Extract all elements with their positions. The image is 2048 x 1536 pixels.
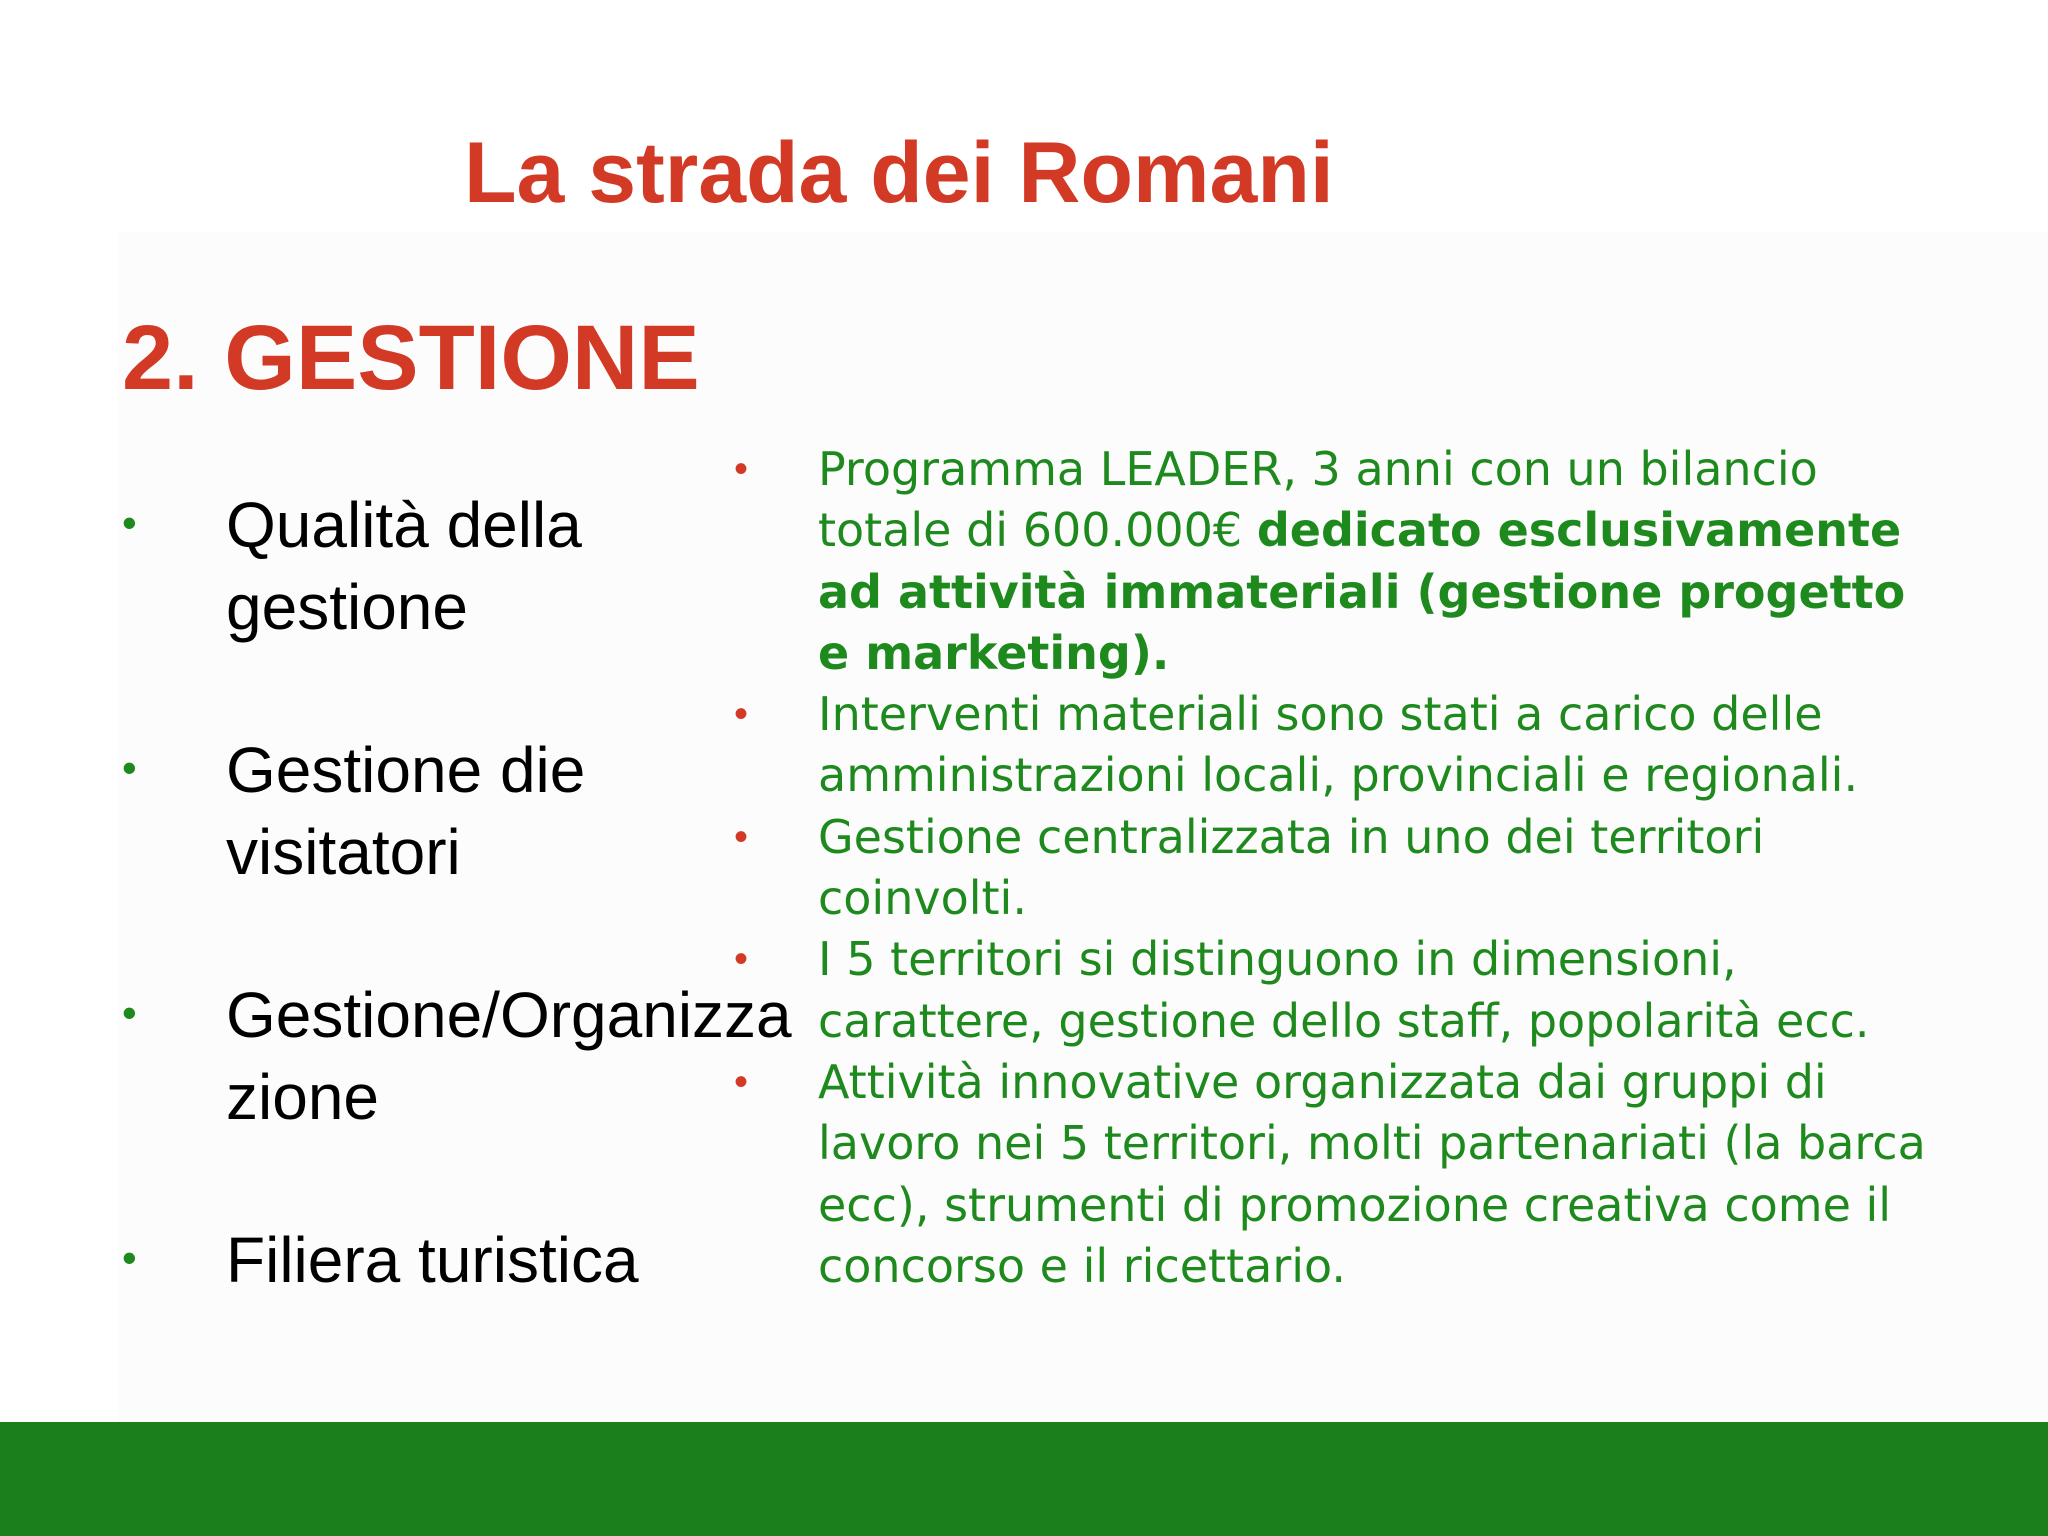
right-item-line	[818, 500, 2014, 561]
left-item-line: zione	[226, 1061, 379, 1133]
section-heading: 2. GESTIONE	[122, 307, 700, 409]
right-list-item	[734, 439, 2014, 684]
left-list-item-text	[226, 974, 792, 1138]
bullet-icon: •	[734, 814, 749, 859]
right-list-item	[734, 1052, 2014, 1297]
right-list-item	[734, 929, 2014, 1052]
left-item-line: Gestione die	[226, 734, 586, 806]
bullet-icon: •	[734, 447, 749, 491]
right-list-item	[734, 807, 2014, 930]
bullet-icon: •	[122, 1234, 137, 1281]
right-item-line	[818, 623, 2014, 684]
right-item-line: coinvolti.	[818, 871, 1027, 926]
right-item-line: carattere, gestione dello staff, popolarità ecc.	[818, 993, 1870, 1048]
left-list-item-text	[226, 729, 585, 893]
right-item-line: Programma LEADER, 3 anni con un bilancio	[818, 442, 1818, 496]
right-item-bold-text: e marketing).	[818, 625, 1170, 680]
right-item-plain-text: totale di 600.000€	[818, 503, 1257, 558]
bullet-icon: •	[734, 1059, 749, 1104]
right-item-line: concorso e il ricettario.	[818, 1238, 1346, 1293]
right-item-line: Interventi materiali sono stati a carico delle	[818, 687, 1823, 742]
left-item-line: Filiera turistica	[226, 1224, 639, 1296]
right-item-line	[818, 562, 2014, 623]
left-item-line: Gestione/Organizza	[226, 979, 792, 1051]
right-item-line: amministrazioni locali, provinciali e regionali.	[818, 748, 1859, 803]
footer-bar	[0, 1422, 2048, 1536]
left-item-line: visitatori	[226, 816, 461, 888]
right-item-line: I 5 territori si distinguono in dimensioni,	[818, 932, 1737, 987]
bullet-icon: •	[122, 499, 137, 546]
right-item-line: lavoro nei 5 territori, molti partenariati (la barca	[818, 1116, 1926, 1171]
left-item-line: Qualità della	[226, 489, 582, 561]
left-list-item-text	[226, 1219, 639, 1301]
right-item-line: Gestione centralizzata in uno dei territori	[818, 809, 1765, 864]
right-item-bold-text: ad attività immateriali (gestione progetto	[818, 564, 1906, 619]
right-bullet-list	[734, 439, 2014, 1297]
right-list-item	[734, 684, 2014, 807]
right-item-line: Attività innovative organizzata dai gruppi di	[818, 1054, 1827, 1109]
right-item-bold-text: dedicato esclusivamente	[1256, 503, 1902, 558]
bullet-icon: •	[734, 937, 749, 982]
bullet-icon: •	[734, 692, 749, 737]
bullet-icon: •	[122, 744, 137, 791]
right-item-line: ecc), strumenti di promozione creativa come il	[818, 1177, 1892, 1232]
left-list-item-text	[226, 484, 582, 648]
bullet-icon: •	[122, 989, 137, 1036]
left-item-line: gestione	[226, 571, 468, 643]
slide-title: La strada dei Romani	[464, 125, 1334, 221]
